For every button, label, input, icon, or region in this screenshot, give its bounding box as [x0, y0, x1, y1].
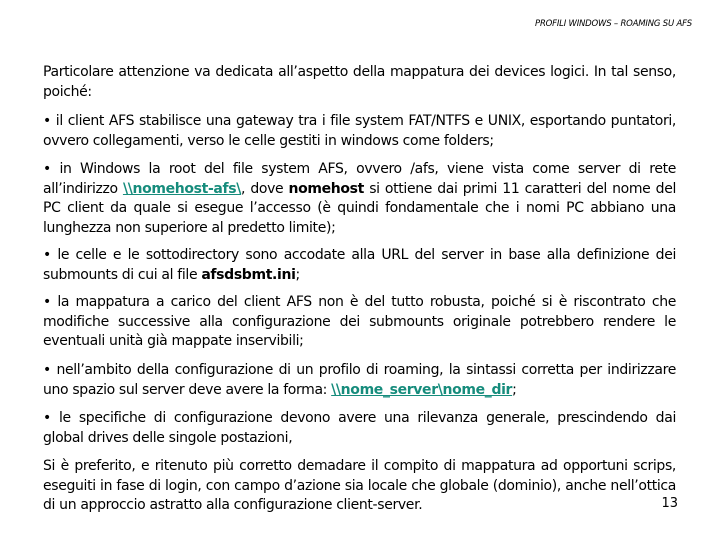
bullet-icon: • [43, 113, 51, 129]
bullet-text: ; [512, 381, 517, 398]
slide-header: PROFILI WINDOWS – ROAMING SU AFS [535, 19, 692, 29]
bullet-icon: • [43, 161, 51, 177]
closing-text: Si è preferito, e ritenuto più corretto demadare il compito di mappatura ad opportuni scrips, eseguiti in fase di login, con campo d’azione sia locale che globale (dominio), anche nell’ottica di un approccio astratto alla configurazione client-server. [43, 458, 676, 514]
nomehost-link[interactable]: \\nomehost-afs\ [122, 180, 241, 197]
bullet-text: in Windows la root del file system AFS, ovvero /afs, viene vista come server di rete all’indirizzo [43, 161, 676, 197]
bullet-icon: • [43, 362, 51, 378]
bullet-text: si ottiene dai primi 11 caratteri del nome del PC client da quale si esegue l’accesso (è quindi fondamentale che i nomi PC abbiano una lunghezza non superiore al predetto limite); [43, 180, 676, 236]
bullet-text: il client AFS stabilisce una gateway tra i file system FAT/NTFS e UNIX, esportando puntatori, ovvero collegamenti, verso le celle gestiti in windows come folders; [43, 113, 676, 149]
bullet-text: , dove [241, 180, 289, 197]
bold-filename: afsdsbmt.ini [201, 266, 296, 283]
bullet-gateway [43, 112, 676, 151]
server-path-link[interactable]: \\nome_server\nome_dir [331, 381, 513, 398]
bullet-text: la mappatura a carico del client AFS non è del tutto robusta, poiché si è riscontrato che modifiche successive alla configurazione dei submounts originale potrebbero rendere le eventuali unità già mappate inservibili; [43, 294, 676, 350]
bullet-roaming [43, 361, 676, 400]
bullet-specifiche [43, 409, 676, 448]
bullet-root [43, 160, 676, 238]
closing-paragraph [43, 457, 676, 516]
bullet-mappatura [43, 293, 676, 352]
bullet-icon: • [43, 410, 51, 426]
bullet-text: le specifiche di configurazione devono avere una rilevanza generale, prescindendo dai global drives delle singole postazioni, [43, 410, 676, 446]
bullet-text: le celle e le sottodirectory sono accodate alla URL del server in base alla definizione dei submounts di cui al file [43, 247, 676, 283]
bullet-icon: • [43, 294, 51, 310]
bullet-celle [43, 246, 676, 285]
bullet-text: ; [295, 266, 300, 283]
page-number: 13 [661, 496, 678, 511]
intro-paragraph: Particolare attenzione va dedicata all’aspetto della mappatura dei devices logici. In tal senso, poiché: [43, 64, 676, 100]
bullet-text: nell’ambito della configurazione di un profilo di roaming, la sintassi corretta per indirizzare uno spazio sul server deve avere la forma: [43, 362, 676, 398]
bold-term: nomehost [288, 180, 364, 197]
bullet-icon: • [43, 247, 51, 263]
